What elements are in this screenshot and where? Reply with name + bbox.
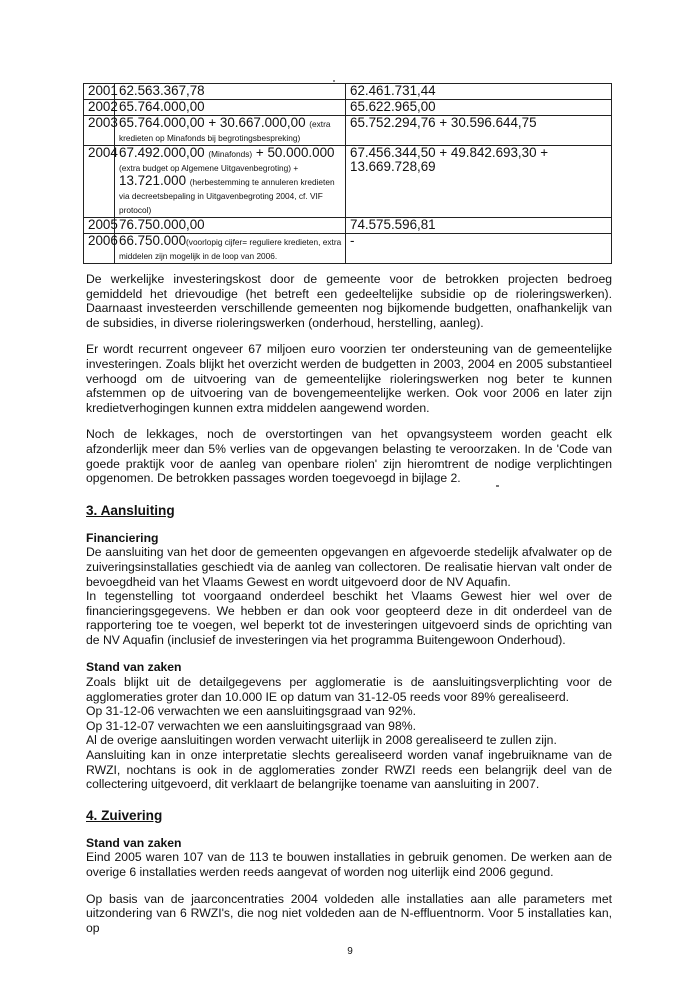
table-row (84, 84, 612, 100)
budget-table (83, 83, 612, 264)
table-row (84, 146, 612, 218)
budget-note: (Minafonds) (208, 149, 253, 159)
budget-cell: 65.764.000,00 (115, 100, 346, 116)
paragraph: De werkelijke investeringskost door de gemeente voor de betrokken projecten bedroeg gemiddeld het drievoudige (het betreft een gedeeltelijke subsidie op de rioleringswerken). Daarnaast investeerden verschillende gemeenten nog bijkomende budgetten, onafhankelijk van de subsidies, in diverse rioleringswerken (onderhoud, herstelling, aanleg). (86, 272, 612, 330)
budget-note: (extra budget op Algemene Uitgavenbegroting) + (119, 163, 299, 173)
paragraph: Al de overige aansluitingen worden verwacht uiterlijk in 2008 gerealiseerd te zullen zijn. (86, 733, 557, 748)
paragraph: Aansluiting kan in onze interpretatie slechts gerealiseerd worden vanaf ingebruikname van de RWZI, nochtans is ook in de agglomeraties zonder RWZI reeds een belangrijk deel van de collectering uitgevoerd, dit verklaart de belangrijke toename van aansluiting in 2007. (86, 748, 612, 792)
subheading: Stand van zaken (86, 835, 182, 850)
table-row (84, 234, 612, 264)
year-cell: 2001 (84, 84, 115, 100)
year-cell: 2004 (84, 146, 115, 218)
budget-amount: 67.492.000,00 (119, 145, 205, 160)
spent-cell: - (346, 234, 612, 264)
paragraph: Noch de lekkages, noch de overstortingen van het opvangsysteem worden geacht elk afzonderlijk meer dan 5% verlies van de opgevangen belasting te veroorzaken. In de 'Code van goede praktijk voor de aanleg van openbare riolen' zijn hieromtrent de nodige verplichtingen opgenomen. De betrokken passages worden toegevoegd in bijlage 2. (86, 427, 612, 486)
year-cell: 2003 (84, 116, 115, 146)
budget-amount: 13.721.000 (119, 173, 187, 188)
section-heading: 3. Aansluiting (86, 502, 175, 518)
subheading: Stand van zaken (86, 660, 182, 675)
paragraph: De aansluiting van het door de gemeenten opgevangen en afgevoerde stedelijk afvalwater op de zuiveringsinstallaties geschiedt via de aanleg van collectoren. De realisatie hiervan valt onder de bevoegdheid van het Vlaams Gewest en wordt uitgevoerd door de NV Aquafin. (86, 545, 612, 589)
year-cell: 2006 (84, 234, 115, 264)
budget-note: (herbestemming te annuleren kredieten via decreetsbepaling in Uitgavenbegroting 2004, cf. VIF protocol) (119, 177, 335, 215)
paragraph: Op 31-12-07 verwachten we een aansluitingsgraad van 98%. (86, 718, 416, 733)
budget-cell: 76.750.000,00 (115, 218, 346, 234)
paragraph: In tegenstelling tot voorgaand onderdeel beschikt het Vlaams Gewest hier wel over de financieringsgegevens. We hebben er dan ook voor geopteerd deze in dit onderdeel van de rapportering toe te voegen, wel beperkt tot de investeringen uitgevoerd sinds de oprichting van de NV Aquafin (inclusief de investeringen via het programma Buitengewoon Onderhoud). (86, 589, 612, 647)
table-row (84, 100, 612, 116)
budget-cell (115, 116, 346, 146)
table-row (84, 116, 612, 146)
spent-cell: 67.456.344,50 + 49.842.693,30 + 13.669.728,69 (346, 146, 612, 218)
paragraph: Eind 2005 waren 107 van de 113 te bouwen installaties in gebruik genomen. De werken aan de overige 6 installaties werden reeds aangevat of worden nog uiterlijk eind 2006 gegund. (86, 850, 612, 879)
scan-dot (333, 80, 335, 82)
subheading: Financiering (86, 530, 159, 545)
budget-note: (voorlopig cijfer= reguliere kredieten, extra middelen zijn mogelijk in de loop van 2006. (119, 237, 342, 261)
budget-cell: 62.563.367,78 (115, 84, 346, 100)
table-row (84, 218, 612, 234)
paragraph: Op basis van de jaarconcentraties 2004 voldeden alle installaties aan alle parameters met uitzondering van 6 RWZI's, die nog niet voldeden aan de N-effluentnorm. Voor 5 installaties kan, op (86, 891, 612, 935)
budget-cell (115, 146, 346, 218)
year-cell: 2002 (84, 100, 115, 116)
budget-amount: + 50.000.000 (255, 145, 335, 160)
page-number: 9 (347, 946, 353, 957)
paragraph: Zoals blijkt uit de detailgegevens per agglomeratie is de aansluitingsverplichting voor de agglomeraties groter dan 10.000 IE op datum van 31-12-05 reeds voor 89% gerealiseerd. (86, 675, 612, 704)
scan-mark (496, 485, 499, 487)
section-heading: 4. Zuivering (86, 807, 163, 823)
budget-note: (extra kredieten op Minafonds bij begrotingsbespreking) (119, 119, 331, 143)
budget-amount: 65.764.000,00 + 30.667.000,00 (119, 115, 306, 130)
paragraph: Op 31-12-06 verwachten we een aansluitingsgraad van 92%. (86, 704, 416, 719)
spent-cell: 62.461.731,44 (346, 84, 612, 100)
budget-cell (115, 234, 346, 264)
body-text (86, 272, 612, 935)
spent-cell: 65.622.965,00 (346, 100, 612, 116)
spent-cell: 65.752.294,76 + 30.596.644,75 (346, 116, 612, 146)
budget-amount: 66.750.000 (119, 233, 187, 248)
paragraph: Er wordt recurrent ongeveer 67 miljoen euro voorzien ter ondersteuning van de gemeentelijke investeringen. Zoals blijkt het overzicht werden de budgetten in 2003, 2004 en 2005 substantieel verhoogd om de uitvoering van de gemeentelijke rioleringswerken nog beter te kunnen afstemmen op de uitvoering van de bovengemeentelijke werken. Ook voor 2006 en later zijn kredietverhogingen kunnen extra middelen aangewend worden. (86, 342, 612, 415)
spent-cell: 74.575.596,81 (346, 218, 612, 234)
year-cell: 2005 (84, 218, 115, 234)
